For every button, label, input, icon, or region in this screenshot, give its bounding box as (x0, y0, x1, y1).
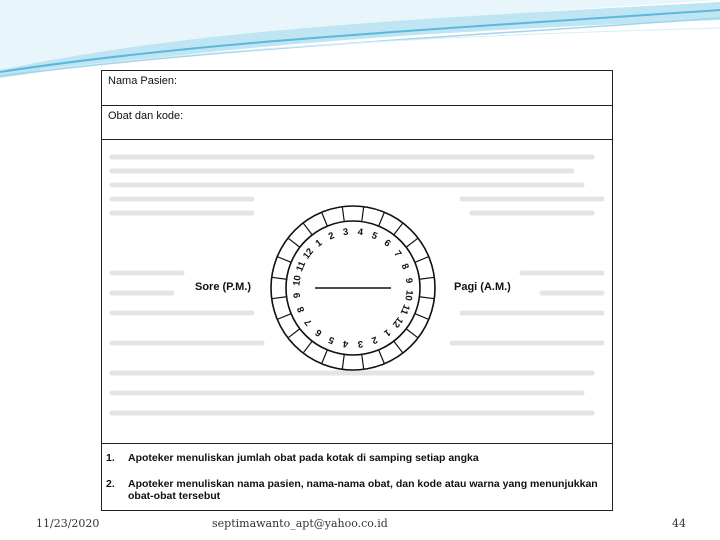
dial-hour-number: 11 (294, 259, 309, 274)
dial-box-divider (322, 350, 328, 364)
dial-box-divider (322, 212, 328, 226)
dial-hour-number: 7 (302, 316, 315, 328)
dial-box-divider (288, 238, 300, 247)
dial-box-divider (379, 212, 385, 226)
dial-hour-number: 8 (398, 262, 411, 272)
dial-hour-number: 2 (369, 333, 379, 346)
patient-name-label: Nama Pasien: (108, 75, 178, 87)
dial-box-divider (362, 207, 364, 222)
dosing-schedule-form (101, 70, 613, 511)
dial-hour-number: 2 (327, 230, 337, 243)
dial-hour-number: 3 (342, 226, 350, 239)
dial-box-divider (415, 257, 429, 263)
dial-hour-number: 5 (369, 230, 379, 243)
drug-code-label: Obat dan kode: (108, 110, 184, 122)
dial-hour-number: 12 (389, 314, 406, 330)
dial-hour-number: 6 (313, 326, 325, 339)
dial-hour-number: 1 (313, 237, 325, 250)
dial-hour-number: 12 (300, 246, 317, 262)
dial-hour-number: 10 (291, 274, 304, 287)
instruction-text: Apoteker menuliskan jumlah obat pada kotak di samping setiap angka (128, 452, 479, 464)
dial-box-divider (272, 297, 287, 299)
dial-box-divider (342, 354, 344, 369)
dial-hour-number: 4 (356, 226, 364, 239)
dial-box-divider (415, 314, 429, 320)
dial-box-divider (406, 238, 418, 247)
dial-box-divider (277, 257, 291, 263)
footer-date: 11/23/2020 (36, 517, 100, 530)
dial-hour-number: 5 (327, 333, 337, 346)
dial-box-divider (419, 297, 434, 299)
morning-label: Pagi (A.M.) (454, 281, 511, 293)
dial-box-divider (288, 329, 300, 338)
footer-email: septimawanto_apt@yahoo.co.id (212, 517, 388, 530)
patient-name-field (102, 71, 612, 106)
dial-box-divider (303, 341, 312, 353)
dial-box-divider (394, 341, 403, 353)
drug-code-field (102, 106, 612, 140)
dial-hour-number: 9 (291, 291, 304, 299)
dial-hour-number: 7 (391, 248, 404, 260)
dial-hour-number: 1 (381, 326, 393, 339)
dial-hour-number: 9 (402, 277, 415, 285)
dial-box-divider (394, 223, 403, 235)
dial-box-divider (277, 314, 291, 320)
dial-box-divider (342, 207, 344, 222)
evening-label: Sore (P.M.) (195, 281, 252, 293)
dial-box-divider (419, 277, 434, 279)
dial-box-divider (272, 277, 287, 279)
header-swoosh-decoration (0, 0, 720, 80)
dial-box-divider (303, 223, 312, 235)
dial-hour-number: 4 (342, 337, 350, 350)
page-number: 44 (672, 517, 686, 530)
dial-box-divider (362, 354, 364, 369)
dial-hour-number: 8 (295, 304, 308, 314)
dial-hour-number: 6 (381, 237, 393, 250)
instruction-text: Apoteker menuliskan nama pasien, nama-nama obat, dan kode atau warna yang menunjukkan obat-obat tersebut (128, 478, 598, 502)
medication-clock-dial (268, 203, 438, 373)
instruction-number: 1. (106, 452, 115, 464)
dial-box-divider (406, 329, 418, 338)
dial-hour-number: 10 (402, 289, 415, 302)
dial-box-divider (379, 350, 385, 364)
dial-hour-number: 3 (356, 337, 364, 350)
instruction-number: 2. (106, 478, 115, 490)
dial-hour-number: 11 (397, 302, 412, 317)
instructions-section (102, 443, 612, 511)
